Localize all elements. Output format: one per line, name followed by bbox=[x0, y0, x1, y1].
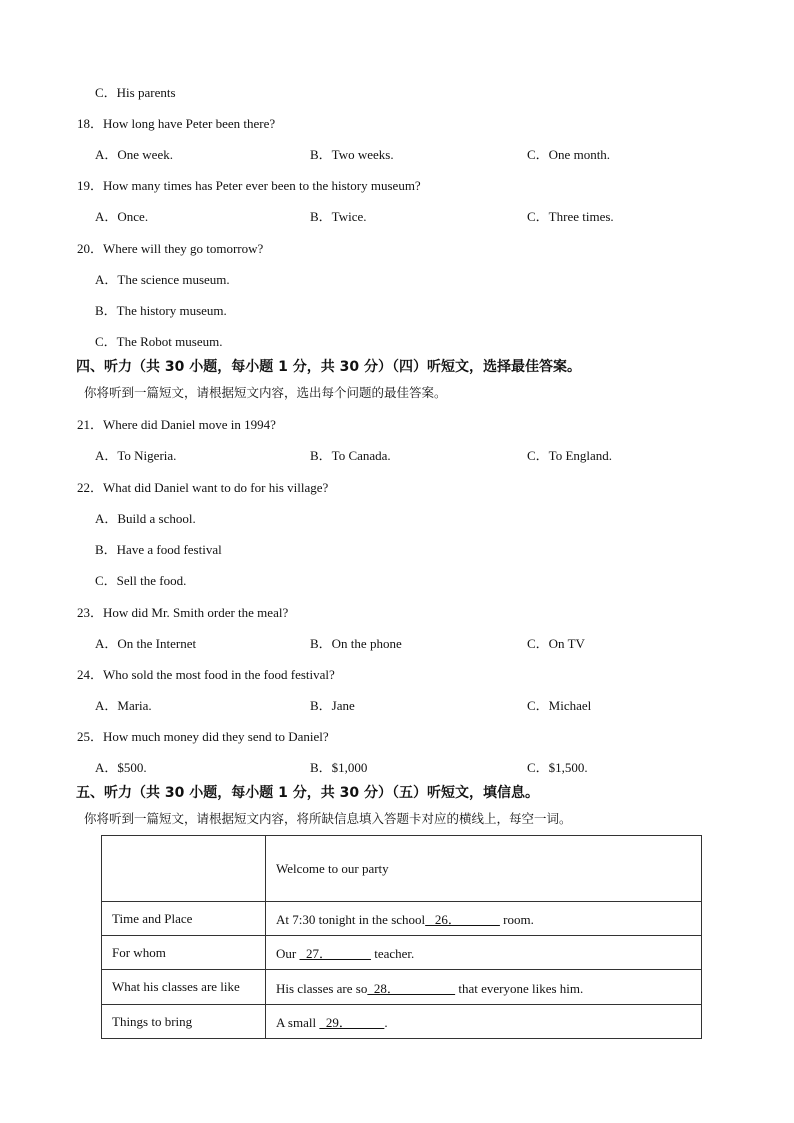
row-text-pre: His classes are so bbox=[276, 980, 368, 996]
answer-option[interactable]: B．The history museum. bbox=[95, 303, 227, 318]
question-text: 20．Where will they go tomorrow? bbox=[77, 241, 264, 256]
answer-option[interactable]: B．Two weeks. bbox=[310, 147, 394, 162]
section-heading: 四、听力（共 30 小题，每小题 1 分，共 30 分）（四）听短文，选择最佳答案。 bbox=[76, 359, 581, 375]
row-text-post: . bbox=[384, 1015, 388, 1030]
answer-option[interactable]: B．Have a food festival bbox=[95, 542, 222, 557]
row-label: Time and Place bbox=[102, 902, 266, 936]
section-instruction: 你将听到一篇短文，请根据短文内容，将所缺信息填入答题卡对应的横线上，每空一词。 bbox=[84, 811, 572, 826]
table-row bbox=[102, 936, 702, 970]
question-text: 23．How did Mr. Smith order the meal? bbox=[77, 605, 289, 620]
row-label: What his classes are like bbox=[102, 970, 266, 1005]
question-text: 18．How long have Peter been there? bbox=[77, 116, 276, 131]
section-instruction: 你将听到一篇短文，请根据短文内容，选出每个问题的最佳答案。 bbox=[84, 385, 447, 400]
question-text: 25．How much money did they send to Daniel? bbox=[77, 729, 329, 744]
row-text-post: room. bbox=[499, 912, 534, 927]
table-header-left bbox=[102, 836, 266, 902]
answer-option[interactable]: C．The Robot museum. bbox=[95, 334, 223, 349]
table-row bbox=[102, 902, 702, 936]
answer-option[interactable]: C．On TV bbox=[527, 636, 585, 651]
row-content bbox=[266, 936, 702, 970]
answer-option[interactable]: B．$1,000 bbox=[310, 760, 368, 775]
answer-blank-26[interactable]: 26． bbox=[425, 912, 500, 927]
answer-option[interactable]: A．Build a school. bbox=[95, 511, 196, 526]
question-text: 24．Who sold the most food in the food festival? bbox=[77, 667, 335, 682]
answer-option[interactable]: A．To Nigeria. bbox=[95, 448, 177, 463]
question-text: 19．How many times has Peter ever been to the history museum? bbox=[77, 178, 421, 193]
row-text-pre: Our bbox=[276, 946, 300, 961]
table-header-right: Welcome to our party bbox=[266, 836, 702, 902]
answer-blank-27[interactable]: 27． bbox=[299, 946, 371, 961]
row-content bbox=[266, 902, 702, 936]
answer-option[interactable]: C．To England. bbox=[527, 448, 613, 463]
row-content bbox=[266, 1005, 702, 1039]
answer-blank-29[interactable]: 29． bbox=[319, 1015, 385, 1030]
answer-option[interactable]: B．On the phone bbox=[310, 636, 402, 651]
answer-option[interactable]: C．Three times. bbox=[527, 209, 614, 224]
answer-option[interactable]: B．Jane bbox=[310, 698, 355, 713]
answer-option[interactable]: A．One week. bbox=[95, 147, 173, 162]
table-row bbox=[102, 970, 702, 1005]
info-table bbox=[101, 835, 702, 1039]
answer-option[interactable]: B．To Canada. bbox=[310, 448, 391, 463]
row-label: Things to bring bbox=[102, 1005, 266, 1039]
answer-option[interactable]: C．Sell the food. bbox=[95, 573, 187, 588]
answer-option[interactable]: A．The science museum. bbox=[95, 272, 230, 287]
row-label: For whom bbox=[102, 936, 266, 970]
answer-option[interactable]: A．Once. bbox=[95, 209, 149, 224]
table-header-row bbox=[102, 836, 702, 902]
answer-option[interactable]: B．Twice. bbox=[310, 209, 367, 224]
row-content bbox=[266, 970, 702, 1005]
row-text-post: that everyone likes him. bbox=[455, 980, 584, 996]
question-text: 22．What did Daniel want to do for his village? bbox=[77, 480, 329, 495]
row-text-post: teacher. bbox=[370, 946, 415, 961]
table-row bbox=[102, 1005, 702, 1039]
answer-option[interactable]: C．His parents bbox=[95, 85, 176, 100]
answer-option[interactable]: A．Maria. bbox=[95, 698, 152, 713]
answer-option[interactable]: C．One month. bbox=[527, 147, 611, 162]
row-text-pre: A small bbox=[276, 1015, 320, 1030]
answer-option[interactable]: C．Michael bbox=[527, 698, 592, 713]
row-text-pre: At 7:30 tonight in the school bbox=[276, 912, 426, 927]
question-text: 21．Where did Daniel move in 1994? bbox=[77, 417, 276, 432]
answer-blank-28[interactable]: 28． bbox=[367, 980, 456, 996]
section-heading: 五、听力（共 30 小题，每小题 1 分，共 30 分）（五）听短文，填信息。 bbox=[76, 785, 539, 801]
answer-option[interactable]: A．$500. bbox=[95, 760, 147, 775]
answer-option[interactable]: C．$1,500. bbox=[527, 760, 588, 775]
answer-option[interactable]: A．On the Internet bbox=[95, 636, 197, 651]
